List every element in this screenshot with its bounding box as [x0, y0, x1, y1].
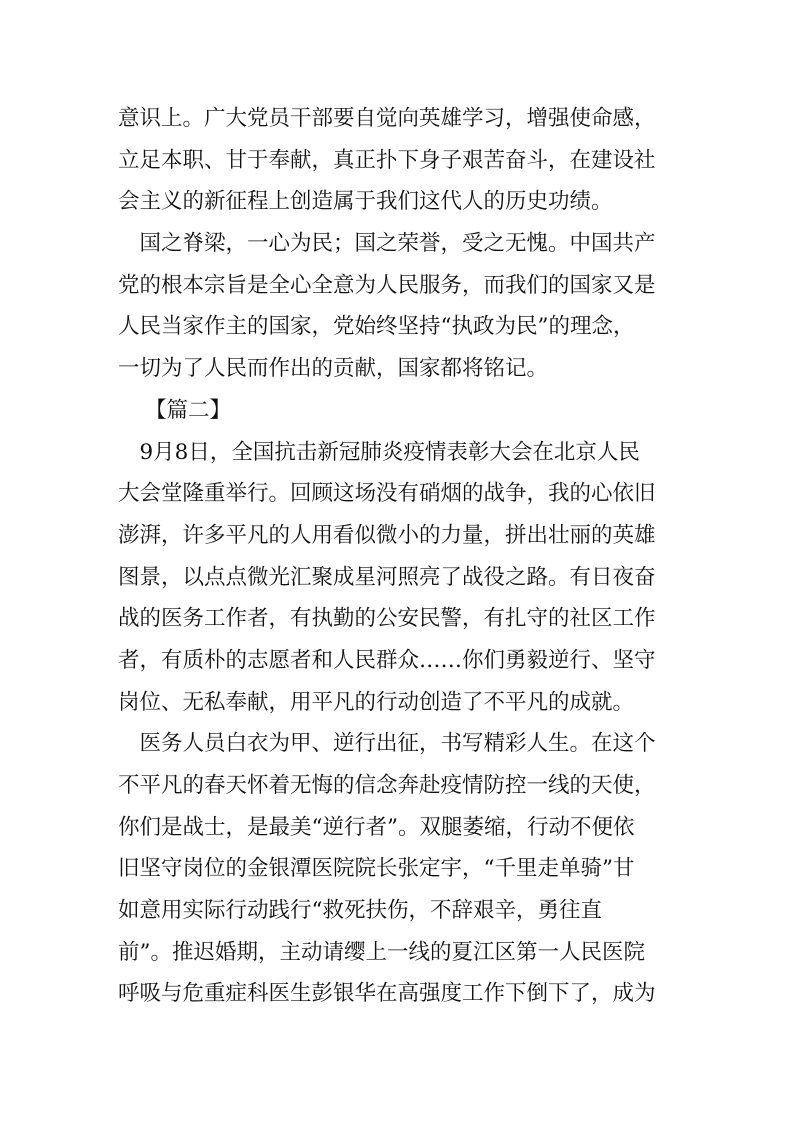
text-line: 岗位、无私奉献，用平凡的行动创造了不平凡的成就。 [118, 689, 635, 715]
text-line: 前”。推迟婚期，主动请缨上一线的夏江区第一人民医院 [118, 939, 645, 965]
section-heading: 【篇二】 [145, 397, 232, 423]
text-line: 9月8日，全国抗击新冠肺炎疫情表彰大会在北京人民 [118, 439, 640, 465]
text-line: 者，有质朴的志愿者和人民群众……你们勇毅逆行、坚守 [118, 647, 656, 673]
text-line: 你们是战士，是最美“逆行者”。双腿萎缩，行动不便依 [118, 814, 635, 840]
text-line: 战的医务工作者，有执勤的公安民警，有扎守的社区工作 [118, 606, 656, 632]
text-line: 呼吸与危重症科医生彭银华在高强度工作下倒下了，成为 [118, 981, 656, 1007]
document-body [118, 98, 658, 1015]
text-line: 不平凡的春天怀着无悔的信念奔赴疫情防控一线的天使， [118, 773, 656, 798]
text-line: 意识上。广大党员干部要自觉向英雄学习，增强使命感， [118, 106, 656, 131]
text-line: 旧坚守岗位的金银潭医院院长张定宇，“千里走单骑”甘 [118, 856, 635, 882]
text-line: 国之脊梁，一心为民；国之荣誉，受之无愧。中国共产 [118, 231, 656, 257]
text-line: 会主义的新征程上创造属于我们这代人的历史功绩。 [118, 189, 613, 215]
text-line: 医务人员白衣为甲、逆行出征，书写精彩人生。在这个 [118, 731, 656, 757]
text-line: 人民当家作主的国家，党始终坚持“执政为民”的理念， [118, 314, 635, 340]
text-line: 如意用实际行动践行“救死扶伤，不辞艰辛，勇往直 [118, 898, 602, 924]
text-line: 一切为了人民而作出的贡献，国家都将铭记。 [118, 356, 549, 382]
text-line: 立足本职、甘于奉献，真正扑下身子艰苦奋斗，在建设社 [118, 147, 656, 173]
text-line: 图景，以点点微光汇聚成星河照亮了战役之路。有日夜奋 [118, 564, 656, 590]
text-line: 党的根本宗旨是全心全意为人民服务，而我们的国家又是 [118, 272, 656, 298]
text-line: 大会堂隆重举行。回顾这场没有硝烟的战争，我的心依旧 [118, 481, 656, 507]
text-line: 澎湃，许多平凡的人用看似微小的力量，拼出壮丽的英雄 [118, 522, 656, 548]
